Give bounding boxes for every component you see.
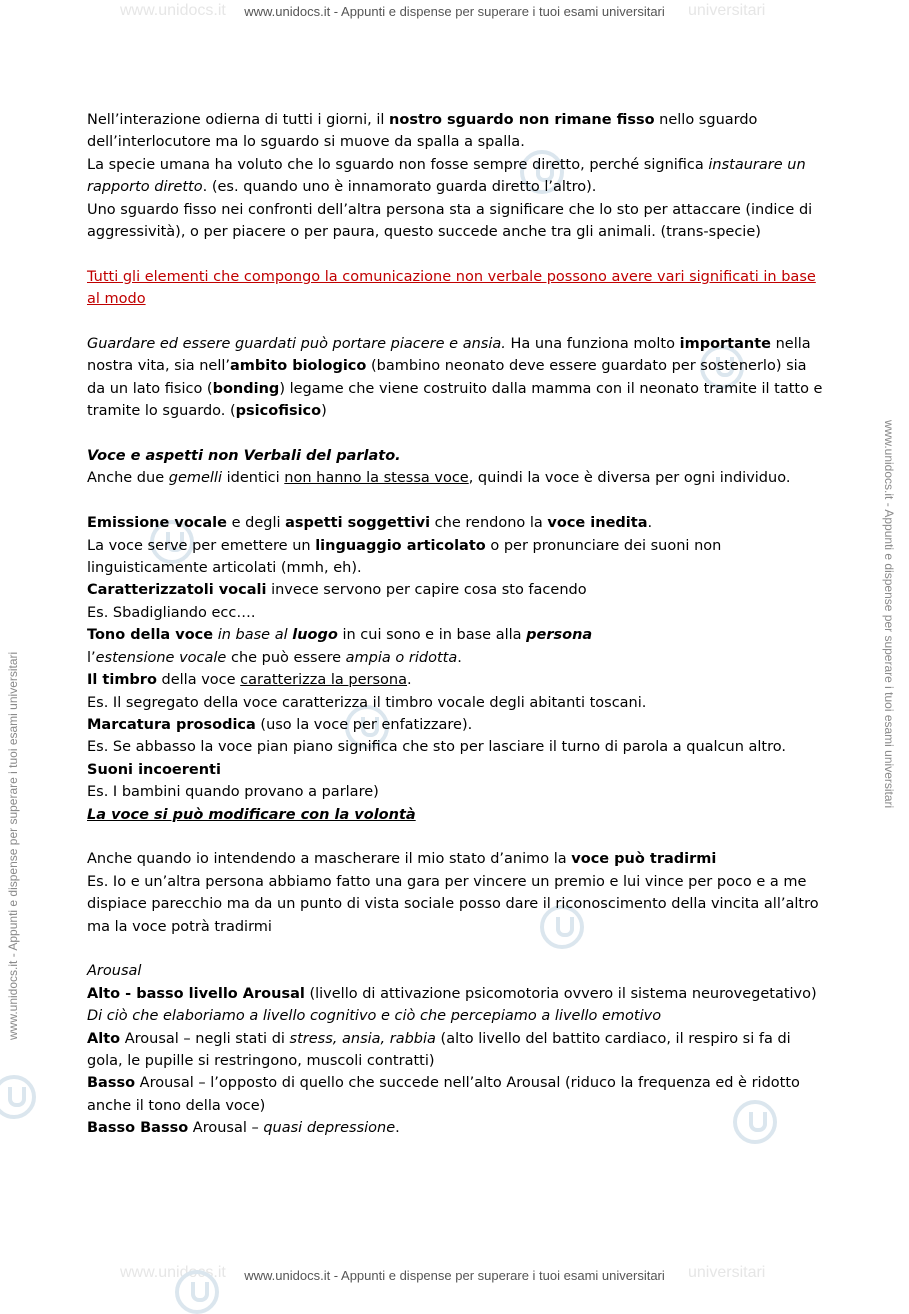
paragraph: Caratterizzatoli vocali invece servono per capire cosa sto facendo — [87, 582, 587, 599]
side-text-left: www.unidocs.it - Appunti e dispense per superare i tuoi esami universitari — [6, 651, 20, 1040]
watermark-text-bottom-right: universitari — [688, 1264, 766, 1281]
red-underlined-statement: Tutti gli elementi che compongo la comunicazione non verbale possono avere vari significati in base al modo — [87, 268, 816, 308]
paragraph: Suoni incoerenti — [87, 761, 221, 778]
watermark-logo-icon — [175, 1270, 219, 1314]
paragraph: Anche due gemelli identici non hanno la stessa voce, quindi la voce è diversa per ogni individuo. — [87, 470, 791, 487]
paragraph: Es. Io e un’altra persona abbiamo fatto una gara per vincere un premio e lui vince per poco e a me dispiace parecchio ma da un punto di vista sociale posso dare il riconoscimento della vincita all’altro ma la voce potrà tradirmi — [87, 873, 819, 935]
page-header: www.unidocs.it - Appunti e dispense per superare i tuoi esami universitari — [244, 4, 665, 19]
paragraph: Marcatura prosodica (uso la voce per enfatizzare). — [87, 716, 473, 733]
watermark-logo-icon — [0, 1075, 36, 1119]
paragraph: Es. Sbadigliando ecc…. — [87, 604, 256, 621]
paragraph: La voce si può modificare con la volontà — [87, 806, 416, 823]
paragraph: Es. Il segregato della voce caratterizza il timbro vocale degli abitanti toscani. — [87, 694, 647, 711]
paragraph: Basso Arousal – l’opposto di quello che succede nell’alto Arousal (riduco la frequenza ed è ridotto anche il tono della voce) — [87, 1075, 800, 1114]
paragraph: Alto - basso livello Arousal (livello di attivazione psicomotoria ovvero il sistema neurovegetativo) — [87, 985, 817, 1002]
paragraph: Di ciò che elaboriamo a livello cognitivo e ciò che percepiamo a livello emotivo — [87, 1008, 662, 1025]
paragraph: Anche quando io intendendo a mascherare il mio stato d’animo la voce può tradirmi — [87, 851, 717, 868]
section-heading: Voce e aspetti non Verbali del parlato. — [87, 448, 401, 465]
paragraph: Basso Basso Arousal – quasi depressione. — [87, 1120, 400, 1137]
paragraph: l’estensione vocale che può essere ampia o ridotta. — [87, 649, 462, 666]
paragraph: La specie umana ha voluto che lo sguardo non fosse sempre diretto, perché significa instaurare un rapporto diretto. (es. quando uno è innamorato guarda diretto l’altro). — [87, 156, 806, 196]
paragraph: Es. Se abbasso la voce pian piano significa che sto per lasciare il turno di parola a qualcun altro. — [87, 739, 786, 756]
paragraph: Alto Arousal – negli stati di stress, ansia, rabbia (alto livello del battito cardiaco, il respiro si fa di gola, le pupille si restringono, muscoli contratti) — [87, 1030, 791, 1069]
paragraph: Guardare ed essere guardati può portare piacere e ansia. Ha una funziona molto importante nella nostra vita, sia nell’ambito biologico (bambino neonato deve essere guardato per sostenerlo) sia da un lato fisico (bonding) legame che viene costruito dalla mamma con il neonato tramite il tatto e tramite lo sguardo. (psicofisico) — [87, 336, 823, 420]
paragraph: Tono della voce in base al luogo in cui sono e in base alla persona — [87, 627, 593, 644]
document-body — [87, 109, 827, 1140]
paragraph: Emissione vocale e degli aspetti soggettivi che rendono la voce inedita. — [87, 515, 653, 532]
side-text-right: www.unidocs.it - Appunti e dispense per superare i tuoi esami universitari — [882, 420, 896, 809]
watermark-text-top-right: universitari — [688, 2, 766, 19]
paragraph: Nell’interazione odierna di tutti i giorni, il nostro sguardo non rimane fisso nello sguardo dell’interlocutore ma lo sguardo si muove da spalla a spalla. — [87, 112, 758, 151]
watermark-text-bottom-left: www.unidocs.it — [120, 1264, 226, 1281]
watermark-text-top-left: www.unidocs.it — [120, 2, 226, 19]
paragraph: Uno sguardo fisso nei confronti dell’altra persona sta a significare che lo sto per attaccare (indice di aggressività), o per piacere o per paura, questo succede anche tra gli animali. (trans-specie) — [87, 201, 813, 241]
page-footer: www.unidocs.it - Appunti e dispense per superare i tuoi esami universitari — [244, 1268, 665, 1283]
paragraph: La voce serve per emettere un linguaggio articolato o per pronunciare dei suoni non linguisticamente articolati (mmh, eh). — [87, 537, 722, 577]
paragraph: Il timbro della voce caratterizza la persona. — [87, 672, 412, 689]
section-heading: Arousal — [87, 963, 142, 980]
paragraph: Es. I bambini quando provano a parlare) — [87, 784, 379, 801]
